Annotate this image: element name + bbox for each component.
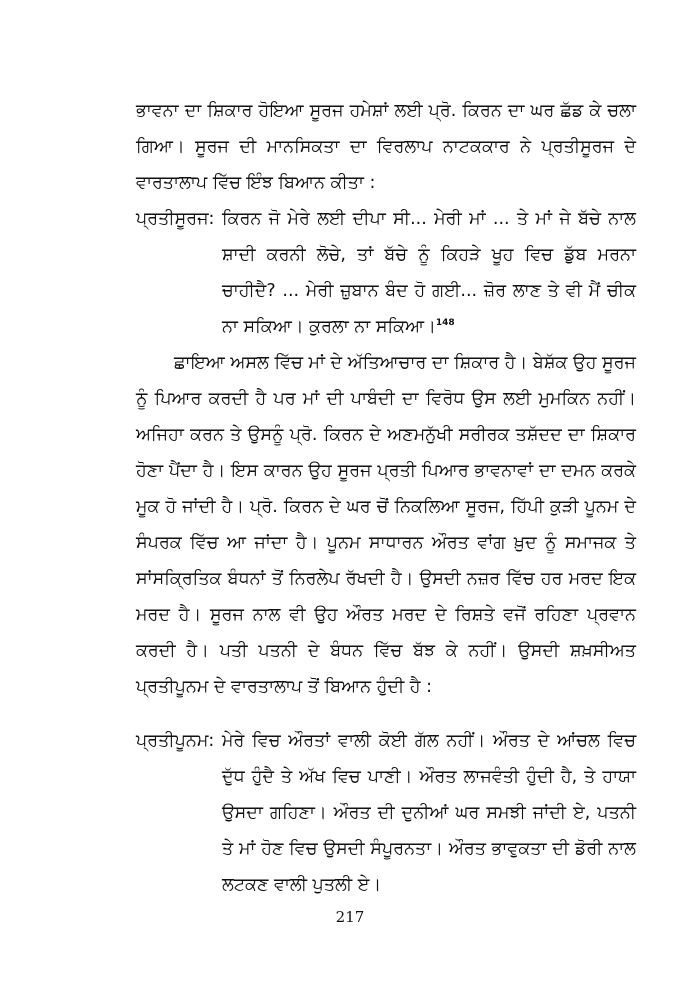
dialogue-prati-suraj [136, 201, 636, 345]
dialogue-prati-poonam [136, 723, 636, 903]
dialogue-speaker: ਪ੍ਰਤੀਸੂਰਜ: [136, 209, 215, 229]
paragraph-2 [136, 345, 636, 705]
dialogue-speech [222, 201, 636, 345]
dialogue-speech: ਮੇਰੇ ਵਿਚ ਔਰਤਾਂ ਵਾਲੀ ਕੋਈ ਗੱਲ ਨਹੀਂ। ਔਰਤ ਦੇ ਆਂਚਲ ਵਿਚ ਦੁੱਧ ਹੁੰਦੈ ਤੇ ਅੱਖ ਵਿਚ ਪਾਣੀ। ਔਰਤ ਲਾਜਵੰਤੀ ਹੁੰਦੀ ਹੈ, ਤੇ ਹਾਯਾ ਉਸਦਾ ਗਹਿਣਾ। ਔਰਤ ਦੀ ਦੁਨੀਆਂ ਘਰ ਸਮਝੀ ਜਾਂਦੀ ਏ, ਪਤਨੀ ਤੇ ਮਾਂ ਹੋਣ ਵਿਚ ਉਸਦੀ ਸੰਪੂਰਨਤਾ। ਔਰਤ ਭਾਵੁਕਤਾ ਦੀ ਡੋਰੀ ਨਾਲ ਲਟਕਣ ਵਾਲੀ ਪੁਤਲੀ ਏ। [222, 731, 636, 895]
page-number: 217 [335, 908, 365, 926]
footnote-marker: 148 [435, 318, 455, 328]
paragraph-1: ਭਾਵਨਾ ਦਾ ਸ਼ਿਕਾਰ ਹੋਇਆ ਸੂਰਜ ਹਮੇਸ਼ਾਂ ਲਈ ਪ੍ਰੋ. ਕਿਰਨ ਦਾ ਘਰ ਛੱਡ ਕੇ ਚਲਾ ਗਿਆ। ਸੂਰਜ ਦੀ ਮਾਨਸਿਕਤਾ ਦਾ ਵਿਰਲਾਪ ਨਾਟਕਕਾਰ ਨੇ ਪ੍ਰਤੀਸੂਰਜ ਦੇ ਵਾਰਤਾਲਾਪ ਵਿੱਚ ਇੰਝ ਬਿਆਨ ਕੀਤਾ : [136, 101, 636, 193]
paragraph-2-text: ਛਾਇਆ ਅਸਲ ਵਿੱਚ ਮਾਂ ਦੇ ਅੱਤਿਆਚਾਰ ਦਾ ਸ਼ਿਕਾਰ ਹੈ। ਬੇਸ਼ੱਕ ਉਹ ਸੂਰਜ ਨੂੰ ਪਿਆਰ ਕਰਦੀ ਹੈ ਪਰ ਮਾਂ ਦੀ ਪਾਬੰਦੀ ਦਾ ਵਿਰੋਧ ਉਸ ਲਈ ਮੁਮਕਿਨ ਨਹੀਂ। ਅਜਿਹਾ ਕਰਨ ਤੇ ਉਸਨੂੰ ਪ੍ਰੋ. ਕਿਰਨ ਦੇ ਅਣਮਨੁੱਖੀ ਸਰੀਰਕ ਤਸ਼ੱਦਦ ਦਾ ਸ਼ਿਕਾਰ ਹੋਣਾ ਪੈਂਦਾ ਹੈ। ਇਸ ਕਾਰਨ ਉਹ ਸੂਰਜ ਪ੍ਰਤੀ ਪਿਆਰ ਭਾਵਨਾਵਾਂ ਦਾ ਦਮਨ ਕਰਕੇ ਮੂਕ ਹੋ ਜਾਂਦੀ ਹੈ। ਪ੍ਰੋ. ਕਿਰਨ ਦੇ ਘਰ ਚੋਂ ਨਿਕਲਿਆ ਸੂਰਜ, ਹਿੱਪੀ ਕੁੜੀ ਪੂਨਮ ਦੇ ਸੰਪਰਕ ਵਿੱਚ ਆ ਜਾਂਦਾ ਹੈ। ਪੂਨਮ ਸਾਧਾਰਨ ਔਰਤ ਵਾਂਗ ਖ਼ੁਦ ਨੂੰ ਸਮਾਜਕ ਤੇ ਸਾਂਸਕ੍ਰਿਤਿਕ ਬੰਧਨਾਂ ਤੋਂ ਨਿਰਲੇਪ ਰੱਖਦੀ ਹੈ। ਉਸਦੀ ਨਜ਼ਰ ਵਿੱਚ ਹਰ ਮਰਦ ਇਕ ਮਰਦ ਹੈ। ਸੂਰਜ ਨਾਲ ਵੀ ਉਹ ਔਰਤ ਮਰਦ ਦੇ ਰਿਸ਼ਤੇ ਵਜੋਂ ਰਹਿਣਾ ਪ੍ਰਵਾਨ ਕਰਦੀ ਹੈ। ਪਤੀ ਪਤਨੀ ਦੇ ਬੰਧਨ ਵਿੱਚ ਬੱਝ ਕੇ ਨਹੀਂ। ਉਸਦੀ ਸ਼ਖ਼ਸੀਅਤ ਪ੍ਰਤੀਪੂਨਮ ਦੇ ਵਾਰਤਾਲਾਪ ਤੋਂ ਬਿਆਨ ਹੁੰਦੀ ਹੈ : [136, 353, 636, 697]
dialogue-speaker: ਪ੍ਰਤੀਪੂਨਮ: [136, 731, 215, 751]
dialogue-text: ਕਿਰਨ ਜੋ ਮੇਰੇ ਲਈ ਦੀਪਾ ਸੀ... ਮੇਰੀ ਮਾਂ ... ਤੇ ਮਾਂ ਜੇ ਬੱਚੇ ਨਾਲ ਸ਼ਾਦੀ ਕਰਨੀ ਲੋਚੇ, ਤਾਂ ਬੱਚੇ ਨੂੰ ਕਿਹੜੇ ਖੂਹ ਵਿਚ ਡੁੱਬ ਮਰਨਾ ਚਾਹੀਦੈ? ... ਮੇਰੀ ਜ਼ੁਬਾਨ ਬੰਦ ਹੋ ਗਈ... ਜ਼ੋਰ ਲਾਣ ਤੇ ਵੀ ਮੈਂ ਚੀਕ ਨਾ ਸਕਿਆ। ਕੁਰਲਾ ਨਾ ਸਕਿਆ। [222, 209, 636, 337]
